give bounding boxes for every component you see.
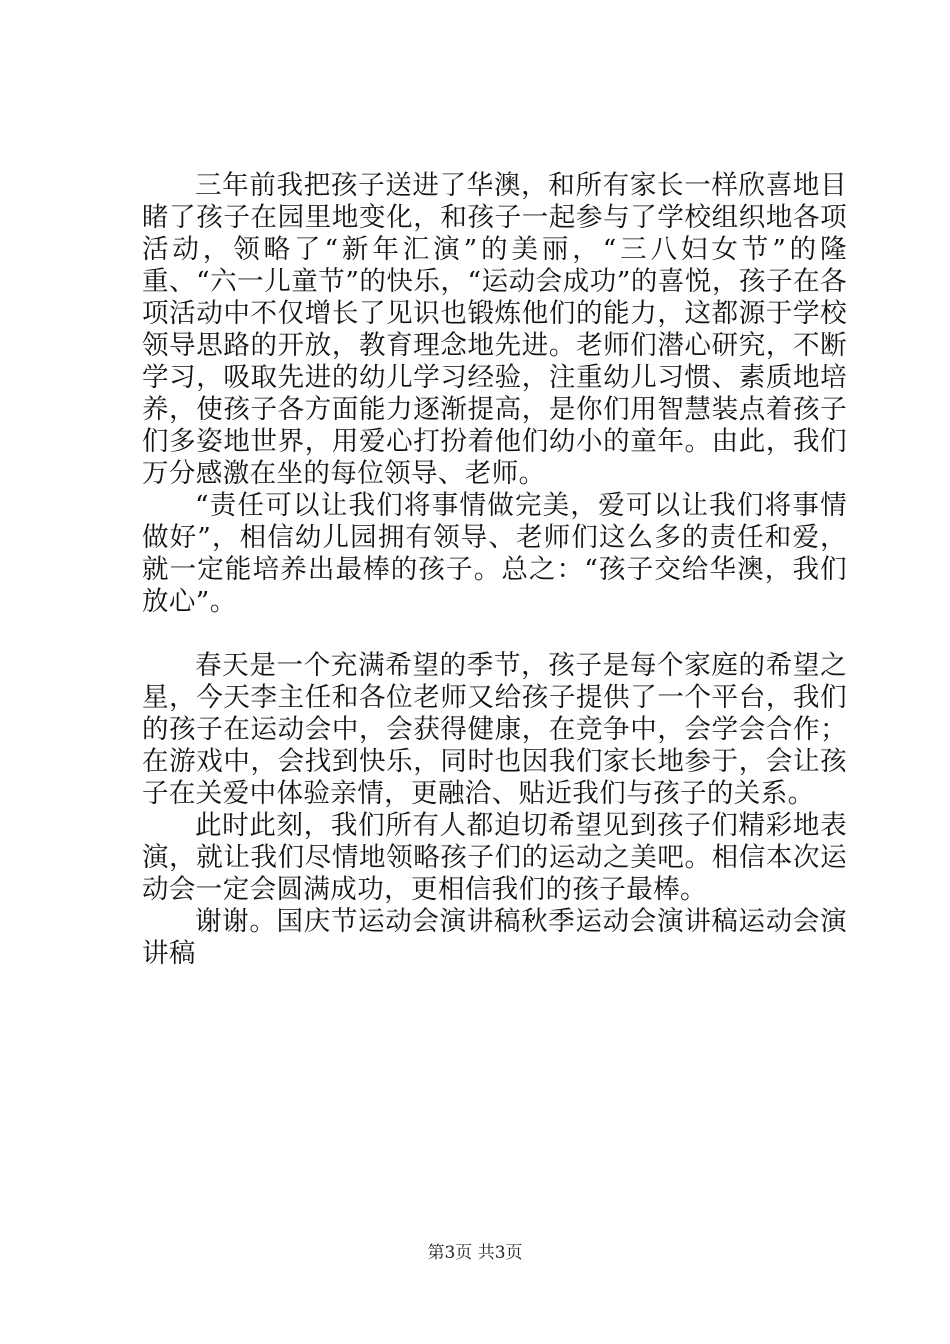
paragraph-5: 谢谢。国庆节运动会演讲稿秋季运动会演讲稿运动会演讲稿 [142,906,847,969]
paragraph-3: 春天是一个充满希望的季节，孩子是每个家庭的希望之星，今天李主任和各位老师又给孩子提供了一个平台，我们的孩子在运动会中，会获得健康，在竞争中，会学会合作；在游戏中，会找到快乐，同时也因我们家长地参于，会让孩子在关爱中体验亲情，更融洽、贴近我们与孩子的关系。 [142,650,847,809]
page-footer: 第3页 共3页 [427,1243,523,1263]
paragraph-1: 三年前我把孩子送进了华澳，和所有家长一样欣喜地目睹了孩子在园里地变化，和孩子一起参与了学校组织地各项活动，领略了“新年汇演”的美丽，“三八妇女节”的隆重、“六一儿童节”的快乐，“运动会成功”的喜悦，孩子在各项活动中不仅增长了见识也锻炼他们的能力，这都源于学校领导思路的开放，教育理念地先进。老师们潜心研究，不断学习，吸取先进的幼儿学习经验，注重幼儿习惯、素质地培养，使孩子各方面能力逐渐提高，是你们用智慧装点着孩子们多姿地世界，用爱心打扮着他们幼小的童年。由此，我们万分感激在坐的每位领导、老师。 [142,170,847,489]
paragraph-spacer [142,618,847,650]
document-body [142,170,847,970]
paragraph-4: 此时此刻，我们所有人都迫切希望见到孩子们精彩地表演，就让我们尽情地领略孩子们的运动之美吧。相信本次运动会一定会圆满成功，更相信我们的孩子最棒。 [142,810,847,905]
paragraph-2: “责任可以让我们将事情做完美，爱可以让我们将事情做好”，相信幼儿园拥有领导、老师们这么多的责任和爱，就一定能培养出最棒的孩子。总之：“孩子交给华澳，我们放心”。 [142,490,847,617]
